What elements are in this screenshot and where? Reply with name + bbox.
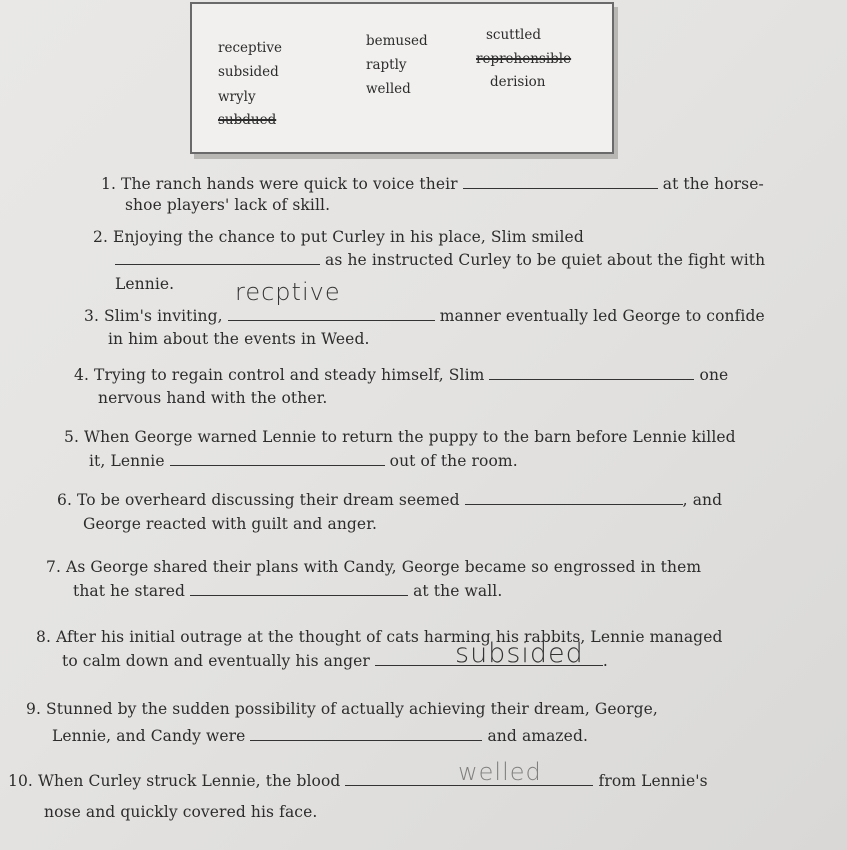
- question-7-line-1: [46, 558, 701, 576]
- question-number: 10.: [8, 772, 33, 790]
- word-bank-item: receptive: [218, 40, 282, 56]
- question-6-line-1: [57, 491, 722, 509]
- question-2-line-1: [93, 228, 584, 246]
- question-4-line-2: [98, 389, 327, 407]
- question-text: one: [699, 366, 729, 384]
- question-7-line-2: [73, 582, 502, 600]
- question-text: George reacted with guilt and anger.: [83, 515, 378, 533]
- question-text: as he instructed Curley to be quiet about the fight with: [325, 251, 766, 269]
- question-1-line-1: [101, 175, 764, 193]
- question-4-line-1: [74, 366, 728, 384]
- word-bank-item-struck: reprehensible: [476, 51, 572, 67]
- question-3-line-1: [84, 307, 765, 325]
- question-text: Lennie.: [115, 275, 175, 293]
- question-text: Lennie, and Candy were: [52, 727, 246, 745]
- question-text: Slim's inviting,: [104, 307, 223, 325]
- question-text: at the wall.: [413, 582, 503, 600]
- answer-blank-9[interactable]: [250, 739, 482, 741]
- question-text: to calm down and eventually his anger: [62, 652, 370, 670]
- question-5-line-2: [89, 452, 518, 470]
- question-number: 6.: [57, 491, 72, 509]
- word-bank-item: raptly: [366, 57, 407, 73]
- question-10-line-2: [44, 803, 317, 821]
- question-text: When George warned Lennie to return the puppy to the barn before Lennie killed: [84, 428, 736, 446]
- question-number: 5.: [64, 428, 79, 446]
- question-text: in him about the events in Weed.: [108, 330, 370, 348]
- question-text: .: [602, 652, 608, 670]
- question-text: shoe players' lack of skill.: [125, 196, 331, 214]
- answer-blank-7[interactable]: [190, 594, 408, 596]
- question-text: When Curley struck Lennie, the blood: [37, 772, 341, 790]
- question-text: that he stared: [73, 582, 186, 600]
- question-text: Stunned by the sudden possibility of actually achieving their dream, George,: [46, 700, 658, 718]
- question-8-line-1: [36, 628, 723, 646]
- word-bank-item-struck: subdued: [218, 112, 277, 128]
- question-text: The ranch hands were quick to voice their: [121, 175, 458, 193]
- question-number: 7.: [46, 558, 61, 576]
- question-text: from Lennie's: [598, 772, 708, 790]
- question-1-line-2: [125, 196, 330, 214]
- question-number: 3.: [84, 307, 99, 325]
- question-10-line-1: [8, 772, 708, 790]
- question-text: As George shared their plans with Candy, George became so engrossed in them: [66, 558, 702, 576]
- question-text: manner eventually led George to confide: [439, 307, 765, 325]
- question-text: To be overheard discussing their dream seemed: [77, 491, 460, 509]
- question-number: 9.: [26, 700, 41, 718]
- question-2-line-3: [115, 275, 174, 293]
- answer-blank-4[interactable]: [489, 378, 694, 380]
- question-6-line-2: [83, 515, 377, 533]
- answer-blank-6[interactable]: [465, 503, 683, 505]
- question-text: at the horse-: [662, 175, 764, 193]
- question-text: nervous hand with the other.: [98, 389, 328, 407]
- handwritten-answer-10: welled: [458, 758, 542, 786]
- question-2-line-2: [115, 251, 765, 269]
- word-bank-item: subsided: [218, 64, 279, 80]
- question-text: out of the room.: [389, 452, 518, 470]
- answer-blank-3[interactable]: [228, 319, 435, 321]
- question-text: Enjoying the chance to put Curley in his place, Slim smiled: [113, 228, 584, 246]
- question-text: nose and quickly covered his face.: [44, 803, 318, 821]
- question-number: 4.: [74, 366, 89, 384]
- question-9-line-1: [26, 700, 658, 718]
- question-9-line-2: [52, 727, 588, 745]
- question-number: 8.: [36, 628, 51, 646]
- question-text: After his initial outrage at the thought of cats harming his rabbits, Lennie managed: [56, 628, 723, 646]
- answer-blank-1[interactable]: [463, 187, 658, 189]
- word-bank-item: welled: [366, 81, 411, 97]
- word-bank-item: wryly: [218, 89, 256, 105]
- question-3-line-2: [108, 330, 370, 348]
- word-bank-item: scuttled: [486, 27, 541, 43]
- question-number: 1.: [101, 175, 116, 193]
- answer-blank-5[interactable]: [170, 464, 385, 466]
- handwritten-answer-8: subsided: [455, 638, 584, 669]
- answer-blank-2[interactable]: [115, 263, 320, 265]
- word-bank-box: [190, 2, 614, 154]
- question-text: it, Lennie: [89, 452, 165, 470]
- handwritten-answer-3: recptive: [235, 278, 341, 306]
- question-text: and amazed.: [487, 727, 589, 745]
- question-number: 2.: [93, 228, 108, 246]
- question-text: , and: [682, 491, 723, 509]
- question-5-line-1: [64, 428, 736, 446]
- word-bank-item: bemused: [366, 33, 428, 49]
- question-text: Trying to regain control and steady himself, Slim: [94, 366, 485, 384]
- word-bank-item: derision: [490, 74, 546, 90]
